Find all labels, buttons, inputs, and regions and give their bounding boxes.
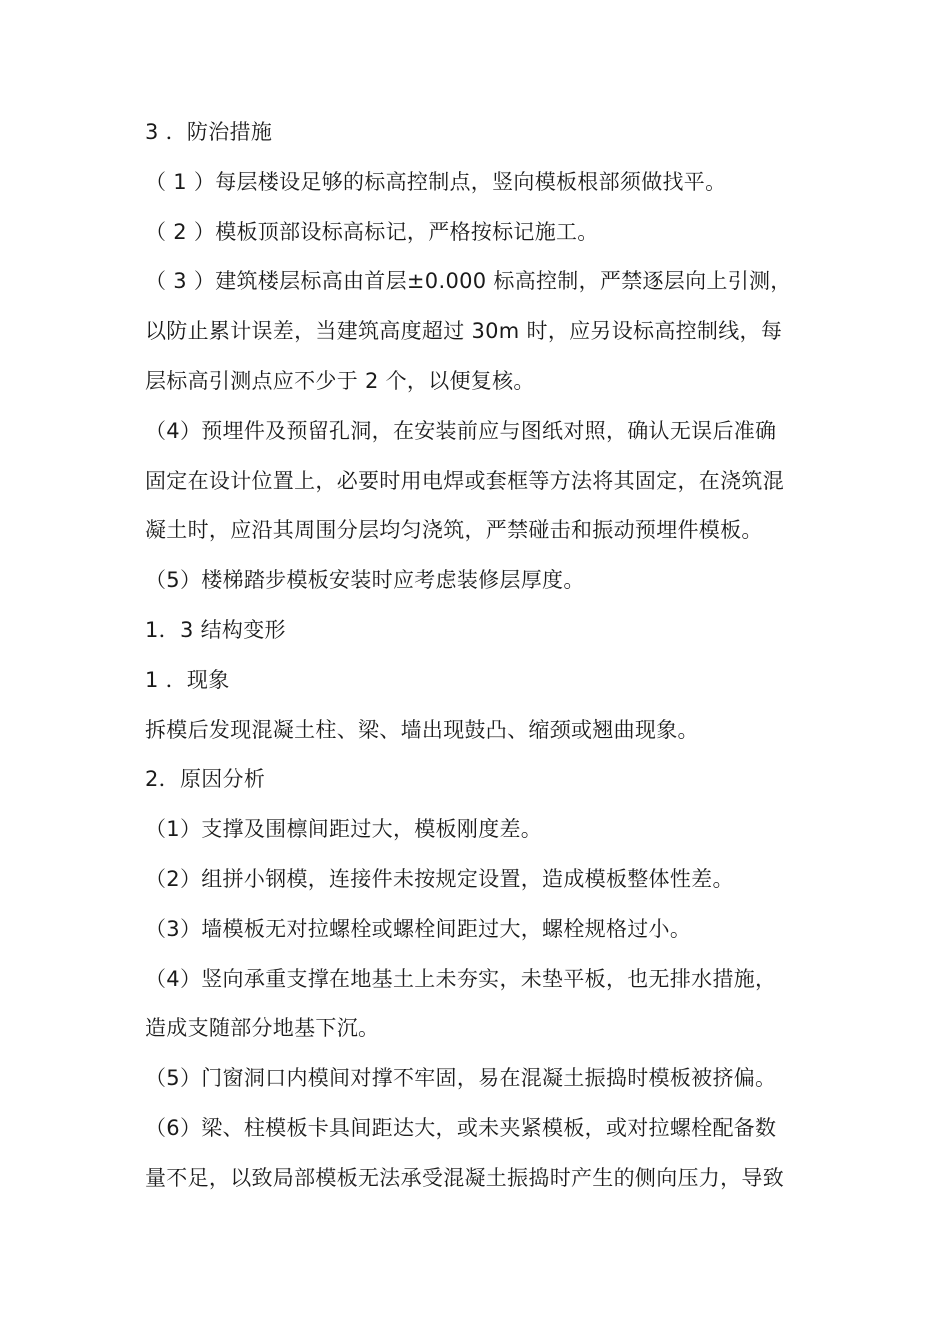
paragraph-line: 固定在设计位置上，必要时用电焊或套框等方法将其固定，在浇筑混 xyxy=(145,468,784,493)
paragraph-line: 量不足，以致局部模板无法承受混凝土振捣时产生的侧向压力，导致 xyxy=(145,1165,784,1190)
section-heading-cause-analysis: 2．原因分析 xyxy=(145,767,266,792)
paragraph-line: （5）楼梯踏步模板安装时应考虑装修层厚度。 xyxy=(145,568,585,593)
section-heading-structural-deformation: 1．3 结构变形 xyxy=(145,617,286,642)
paragraph-line: （ 1 ）每层楼设足够的标高控制点，竖向模板根部须做找平。 xyxy=(145,169,727,194)
paragraph-line: （6）梁、柱模板卡具间距达大，或未夹紧模板，或对拉螺栓配备数 xyxy=(145,1115,777,1140)
paragraph-line: （1）支撑及围檩间距过大，模板刚度差。 xyxy=(145,817,543,842)
paragraph-line: 造成支随部分地基下沉。 xyxy=(145,1016,380,1041)
paragraph-line: （3）墙模板无对拉螺栓或螺栓间距过大，螺栓规格过小。 xyxy=(145,916,692,941)
paragraph-line: 凝土时，应沿其周围分层均匀浇筑，严禁碰击和振动预埋件模板。 xyxy=(145,518,763,543)
document-body xyxy=(145,108,810,1204)
paragraph-line: （ 2 ）模板顶部设标高标记，严格按标记施工。 xyxy=(145,219,599,244)
paragraph-line: （4）预埋件及预留孔洞，在安装前应与图纸对照，确认无误后准确 xyxy=(145,418,777,443)
paragraph-line: 以防止累计误差，当建筑高度超过 30m 时，应另设标高控制线，每 xyxy=(145,319,783,344)
paragraph-line: （5）门窗洞口内模间对撑不牢固，易在混凝土振捣时模板被挤偏。 xyxy=(145,1066,777,1091)
section-heading-phenomenon: 1 ．现象 xyxy=(145,667,230,692)
paragraph-line: （ 3 ）建筑楼层标高由首层±0.000 标高控制，严禁逐层向上引测， xyxy=(145,269,792,294)
paragraph-line: 层标高引测点应不少于 2 个，以便复核。 xyxy=(145,368,535,393)
paragraph-line: （4）竖向承重支撑在地基土上未夯实，未垫平板，也无排水措施， xyxy=(145,966,777,991)
paragraph-line: 拆模后发现混凝土柱、梁、墙出现鼓凸、缩颈或翘曲现象。 xyxy=(145,717,699,742)
paragraph-line: （2）组拼小钢模，连接件未按规定设置，造成模板整体性差。 xyxy=(145,866,734,891)
section-heading-prevention-measures: 3 ．防治措施 xyxy=(145,120,273,144)
